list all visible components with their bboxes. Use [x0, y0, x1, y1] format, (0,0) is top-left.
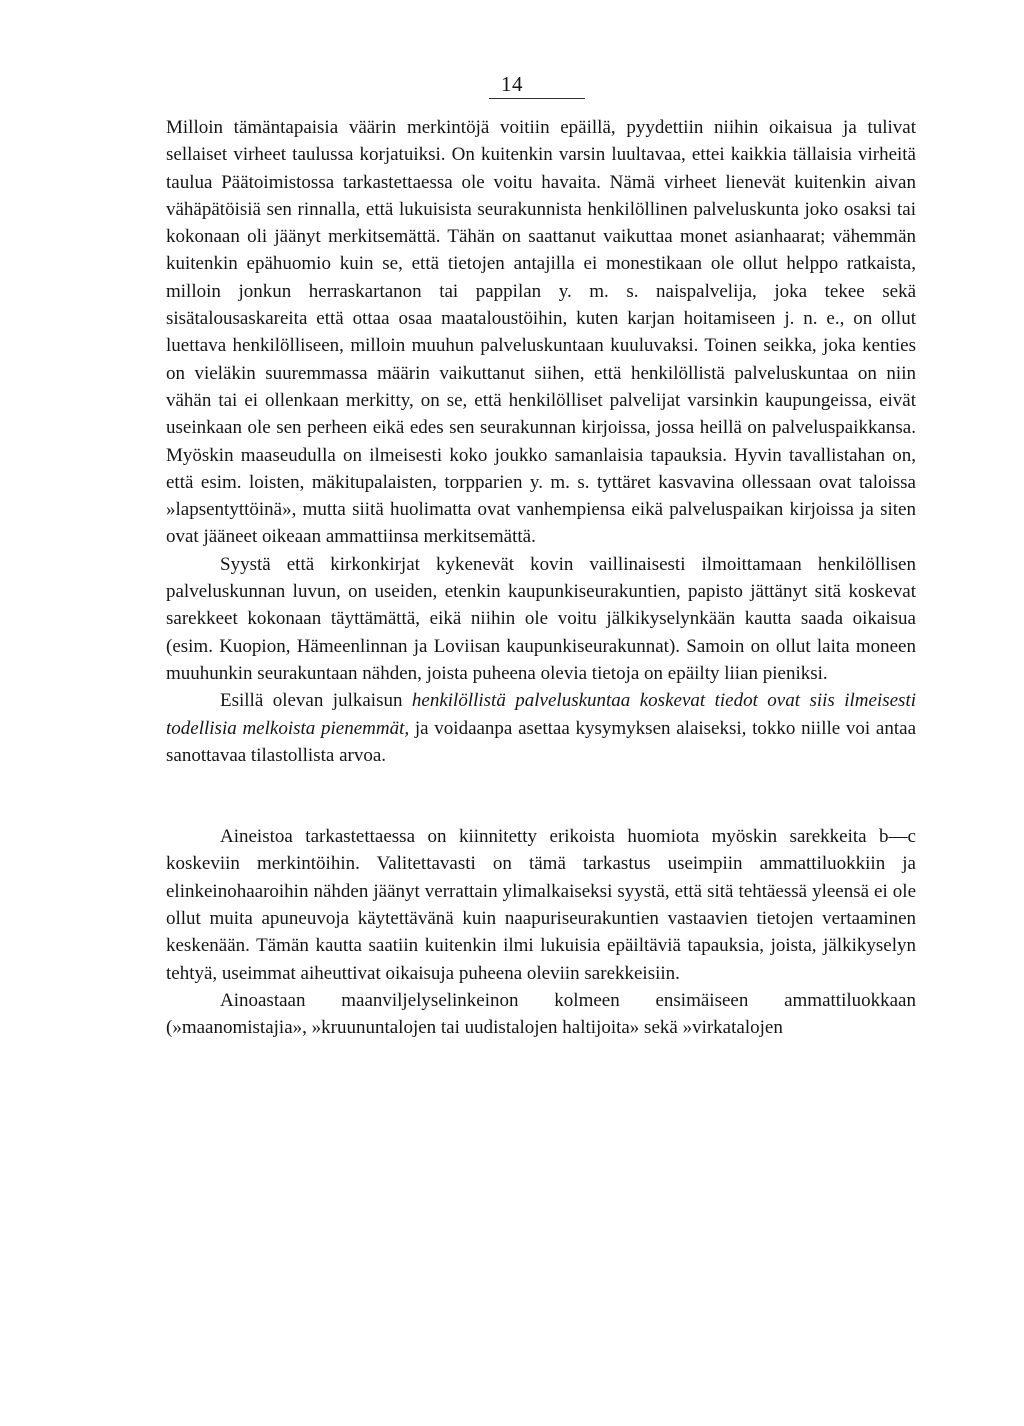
page-number-rule	[489, 98, 585, 99]
section-break	[166, 769, 916, 823]
body-paragraph-1: Milloin tämäntapaisia väärin merkintöjä voitiin epäillä, pyydettiin niihin oikaisua ja tulivat sellaiset virheet taulussa korjatuiksi. On kuitenkin varsin luultavaa, ettei kaikkia tällaisia virheitä taulua Päätoimistossa tarkastettaessa ole voitu havaita. Nämä virheet lienevät kuitenkin aivan vähäpätöisiä sen rinnalla, että lukuisista seurakunnista henkilöllinen palveluskunta joko osaksi tai kokonaan oli jäänyt merkitsemättä. Tähän on saattanut vaikuttaa monet asianhaarat; vähemmän kuitenkin epähuomio kuin se, että tietojen antajilla ei monestikaan ole ollut helppo ratkaista, milloin jonkun herraskartanon tai pappilan y. m. s. naispalvelija, joka tekee sekä sisätalousaskareita että ottaa osaa maataloustöihin, kuten karjan hoitamiseen j. n. e., on ollut luettava henkilölliseen, milloin muuhun palveluskuntaan kuuluvaksi. Toinen seikka, joka kenties on vieläkin suuremmassa määrin vaikuttanut siihen, että henkilöllistä palveluskuntaa on niin vähän tai ei ollenkaan merkitty, on se, että henkilölliset palvelijat varsinkin kaupungeissa, eivät useinkaan ole sen perheen eikä edes sen seurakunnan kirjoissa, jossa heillä on palveluspaikkansa. Myöskin maaseudulla on ilmeisesti koko joukko samanlaisia tapauksia. Hyvin tavallistahan on, että esim. loisten, mäkitupalaisten, torpparien y. m. s. tyttäret kasvavina ollessaan ovat taloissa »lapsentyttöinä», mutta siitä huolimatta ovat vanhempiensa eikä palveluspaikan kirjoissa ja siten ovat jääneet oikeaan ammattiinsa merkitsemättä.	[166, 117, 916, 548]
body-paragraph-3	[166, 687, 916, 769]
paragraph-3-tail: ja voidaanpa asettaa kysymyksen alaiseksi, tokko niille voi antaa sanottavaa tilastollista arvoa.	[166, 717, 917, 766]
paragraph-3-lead: Esillä olevan julkaisun	[220, 690, 412, 712]
body-paragraph-5: Ainoastaan maanviljelyselinkeinon kolmeen ensimäiseen ammattiluokkaan (»maanomistajia», »kruununtalojen tai uudistalojen haltijoita» sekä »virkatalojen	[166, 989, 916, 1039]
page-number: 14	[501, 72, 523, 96]
emphasized-conclusion: henkilöllistä palveluskuntaa koskevat tiedot ovat siis ilmeisesti todellisia melkoista pienemmät,	[166, 690, 917, 739]
page-body	[166, 114, 916, 1042]
body-paragraph-4: Aineistoa tarkastettaessa on kiinnitetty erikoista huomiota myöskin sarekkeita b—c koskeviin merkintöihin. Valitettavasti on tämä tarkastus useimpiin ammattiluokkiin ja elinkeinohaaroihin nähden jäänyt verrattain ylimalkaiseksi syystä, että sitä tehtäessä yleensä ei ole ollut muita apuneuvoja käytettävänä kuin naapuriseurakuntien vastaavien tietojen vertaaminen keskenään. Tämän kautta saatiin kuitenkin ilmi lukuisia epäiltäviä tapauksia, joista, jälkikyselyn tehtyä, useimmat aiheuttivat oikaisuja puheena oleviin sarekkeisiin.	[166, 826, 916, 984]
body-paragraph-2: Syystä että kirkonkirjat kykenevät kovin vaillinaisesti ilmoittamaan henkilöllisen palveluskunnan luvun, on useiden, etenkin kaupunkiseurakuntien, papisto jättänyt sitä koskevat sarekkeet kokonaan täyttämättä, eikä niihin ole voitu jälkikyselynkään kautta saada oikaisua (esim. Kuopion, Hämeenlinnan ja Loviisan kaupunkiseurakunnat). Samoin on ollut laita moneen muuhunkin seurakuntaan nähden, joista puheena olevia tietoja on epäilty liian pieniksi.	[166, 553, 916, 684]
